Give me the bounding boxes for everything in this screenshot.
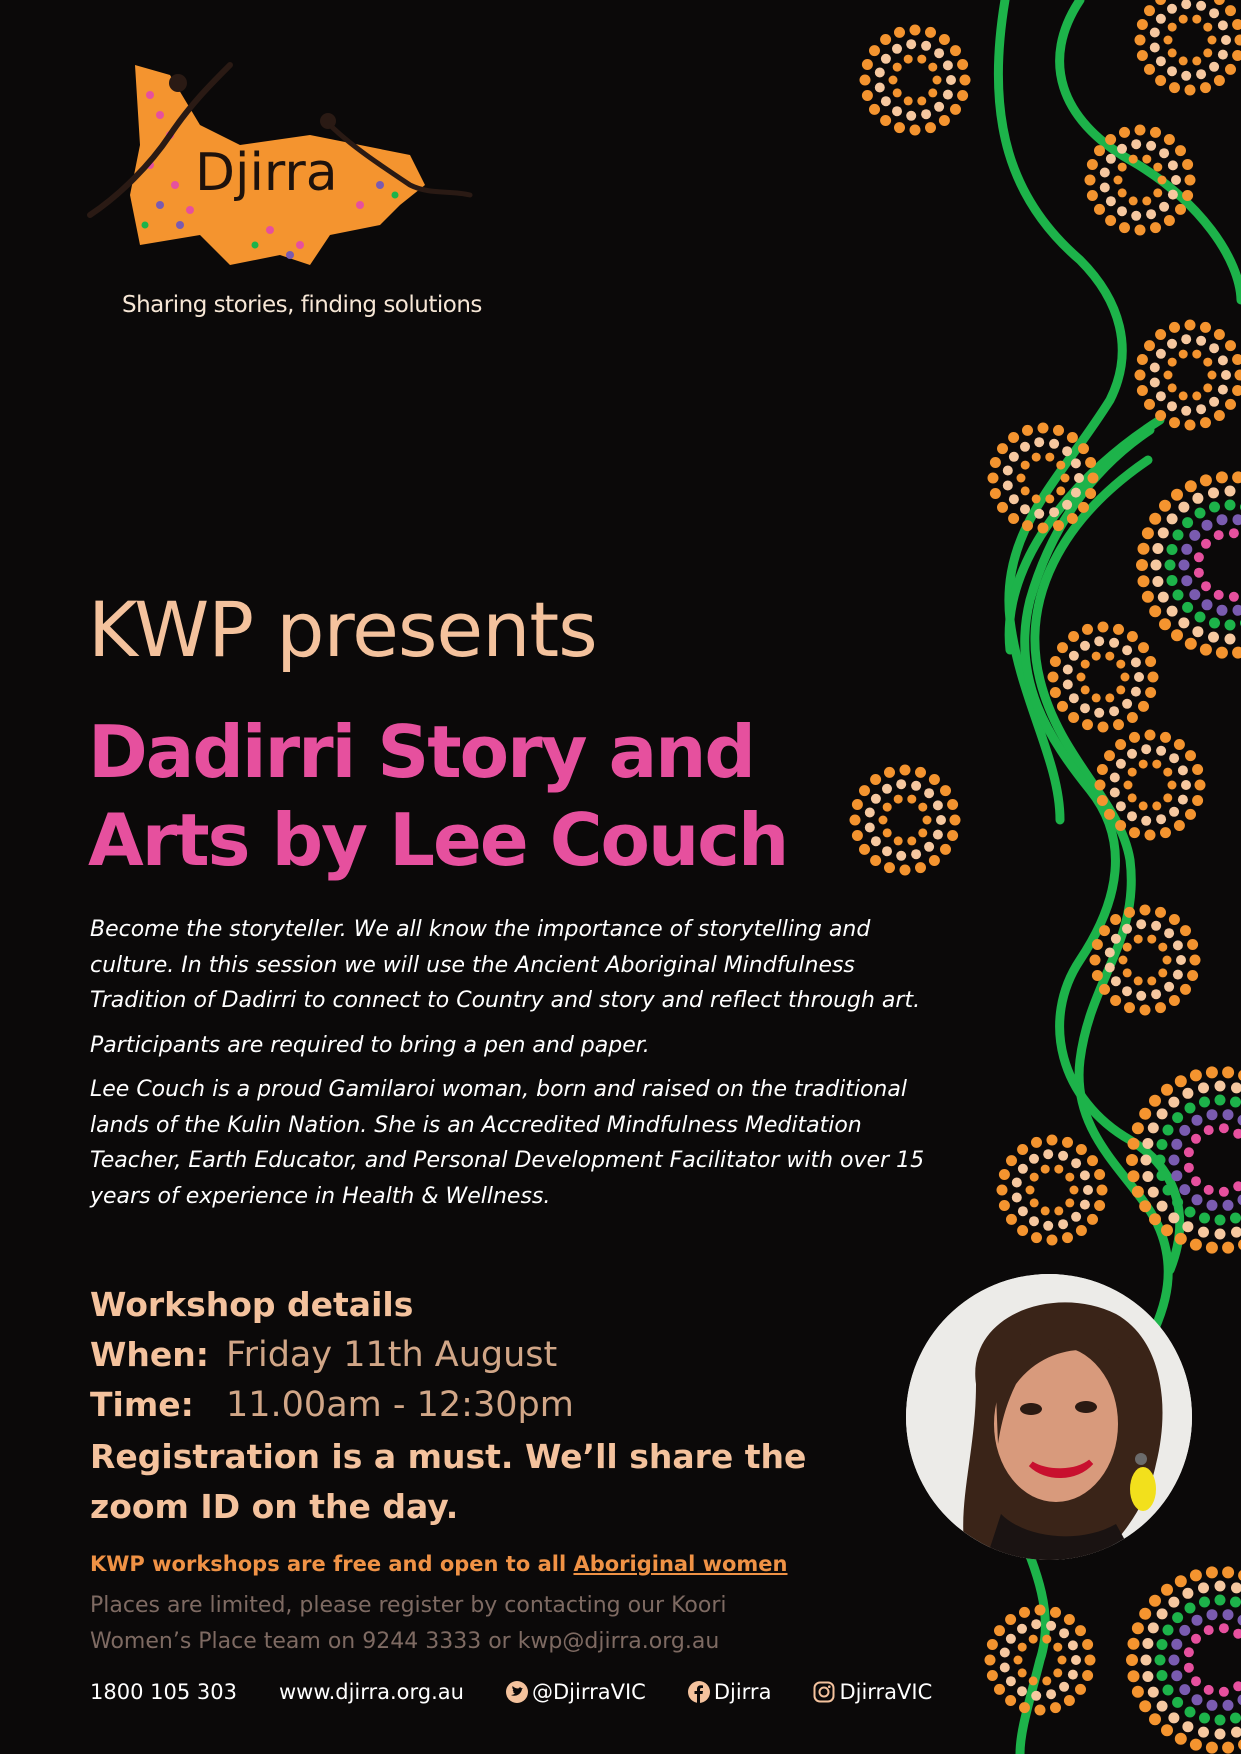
when-label: When: [90, 1335, 209, 1374]
free-workshops-notice [90, 1552, 788, 1576]
description-paragraph: Lee Couch is a proud Gamilaroi woman, born and raised on the traditional lands of the Kulin Nation. She is an Accredited Mindfulness Meditation Teacher, Earth Educator, and Personal Development Facilitator with over 15 years of experience in Health & Wellness. [90, 1077, 925, 1209]
twitter-icon [506, 1681, 528, 1703]
phone-text: 1800 105 303 [90, 1680, 237, 1704]
twitter-link[interactable] [506, 1680, 646, 1704]
aboriginal-women-link[interactable]: Aboriginal women [573, 1552, 788, 1576]
website-text: www.djirra.org.au [278, 1680, 464, 1704]
facebook-icon [688, 1681, 710, 1703]
instagram-icon [813, 1681, 835, 1703]
time-label: Time: [90, 1385, 194, 1424]
logo-tagline: Sharing stories, finding solutions [122, 292, 482, 318]
event-title-line-1: Dadirri Story and [88, 710, 754, 794]
facebook-link[interactable] [688, 1680, 772, 1704]
facebook-name: Djirra [713, 1680, 772, 1704]
twitter-handle: @DjirraVIC [531, 1680, 646, 1704]
time-value: 11.00am - 12:30pm [226, 1385, 574, 1425]
instagram-link[interactable] [813, 1680, 932, 1704]
time-row [90, 1380, 850, 1430]
places-line-2: Women’s Place team on 9244 3333 or kwp@djirra.org.au [90, 1629, 720, 1654]
presenter-photo [906, 1274, 1192, 1560]
event-description [90, 912, 940, 1223]
workshop-details-heading: Workshop details [90, 1285, 414, 1324]
instagram-handle: DjirraVIC [839, 1680, 933, 1704]
places-line-1: Places are limited, please register by contacting our Koori [90, 1593, 727, 1618]
registration-line-1: Registration is a must. We’ll share the [90, 1437, 807, 1476]
registration-line-2: zoom ID on the day. [90, 1487, 459, 1526]
svg-text:Djirra: Djirra [195, 143, 338, 203]
registration-note [90, 1432, 850, 1532]
footer-contacts [90, 1680, 974, 1704]
description-paragraph: Participants are required to bring a pen and paper. [90, 1032, 650, 1058]
when-value: Friday 11th August [226, 1335, 558, 1375]
workshop-details [90, 1280, 850, 1532]
free-text: KWP workshops are free and open to all [90, 1552, 574, 1576]
phone-number[interactable] [90, 1680, 237, 1704]
event-title [88, 708, 848, 884]
description-paragraph: Become the storyteller. We all know the importance of storytelling and culture. In this session we will use the Ancient Aboriginal Mindfulness Tradition of Dadirri to connect to Country and story and reflect through art. [90, 917, 921, 1013]
presents-heading: KWP presents [88, 585, 597, 674]
registration-info [90, 1588, 850, 1660]
website-link[interactable] [279, 1680, 464, 1704]
when-row [90, 1330, 850, 1380]
event-title-line-2: Arts by Lee Couch [88, 798, 788, 882]
